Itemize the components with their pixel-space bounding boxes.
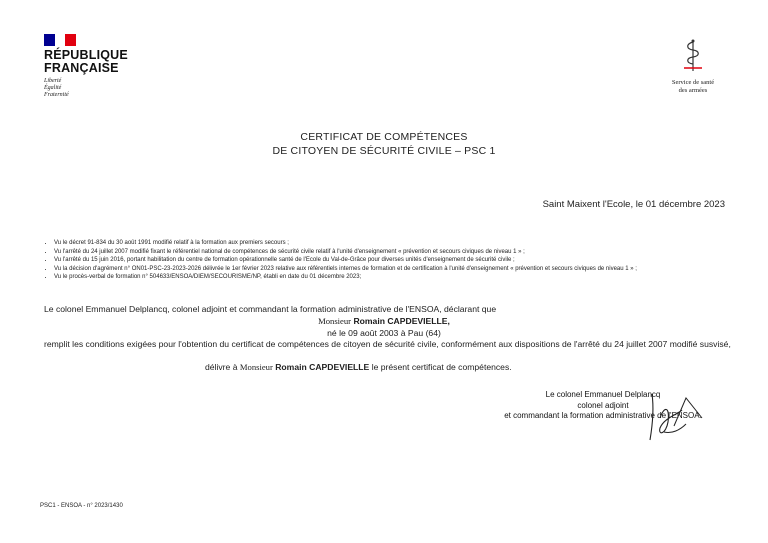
holder-name (0, 316, 768, 326)
republique-francaise-logo (44, 34, 128, 99)
reference-item: • Vu le procès-verbal de formation n° 504633/ENSOA/DIEM/SECOURISME/NP, établi en date du 01 décembre 2023; (54, 273, 754, 282)
republic-name-line2: FRANÇAISE (44, 61, 119, 75)
signatory-command: et commandant la formation administrative de l'ENSOA. (504, 411, 702, 420)
signatory-name: Le colonel Emmanuel Delplancq (545, 390, 661, 399)
reference-item: • Vu le décret 91-834 du 30 août 1991 modifié relatif à la formation aux premiers secours ; (54, 239, 754, 248)
place-date: Saint Maixent l'Ecole, le 01 décembre 2023 (542, 199, 725, 210)
delivery-prefix: délivre à (205, 362, 238, 372)
holder-full-name: Romain CAPDEVIELLE, (353, 316, 450, 326)
delivery-suffix: le présent certificat de compétences. (371, 362, 512, 372)
french-flag-icon (44, 34, 76, 46)
service-name-line2: des armées (678, 87, 708, 94)
certificate-title (0, 130, 768, 158)
reference-item: • Vu l'arrêté du 24 juillet 2007 modifié fixant le référentiel national de compétences de sécurité civile relatif à l'unité d'enseignement « prévention et secours civiques de niveau 1 » ; (54, 248, 754, 257)
holder-birth: né le 09 août 2003 à Pau (64) (327, 328, 441, 338)
service-sante-armees-logo (658, 38, 728, 95)
service-name-line1: Service de santé (671, 79, 715, 86)
conditions-text: remplit les conditions exigées pour l'obtention du certificat de compétences de citoyen de sécurité civile, conformément aux dispositions de l'arrêté du 24 juillet 2007 modifié susvisé, (44, 339, 731, 349)
republic-name (44, 49, 128, 75)
motto-egalite: Égalité (44, 85, 62, 91)
delivery-text (205, 362, 512, 372)
reference-item: • Vu la décision d'agrément n° ON01-PSC-23-2023-2026 délivrée le 1er février 2023 relative aux référentiels internes de formation et de certification à l'unité d'enseignement « prévention et secours civiques de niveau 1 » ; (54, 265, 754, 274)
republic-motto (44, 78, 128, 99)
holder-title: Monsieur (318, 316, 352, 326)
declaration-text: Le colonel Emmanuel Delplancq, colonel adjoint et commandant la formation administrative de l'ENSOA, déclarant que (44, 304, 497, 314)
reference-item: • Vu l'arrêté du 15 juin 2016, portant habilitation du centre de formation opérationnelle santé de l'Ecole du Val-de-Grâce pour diverses unités d'enseignement de sécurité civile ; (54, 256, 754, 265)
delivery-name: Romain CAPDEVIELLE (275, 362, 370, 372)
legal-references (40, 239, 754, 282)
republic-name-line1: RÉPUBLIQUE (44, 48, 128, 62)
signatory-role: colonel adjoint (577, 400, 629, 410)
title-line2: DE CITOYEN DE SÉCURITÉ CIVILE – PSC 1 (272, 145, 496, 157)
caduceus-icon (680, 38, 706, 72)
delivery-title: Monsieur (239, 362, 273, 372)
title-line1: CERTIFICAT DE COMPÉTENCES (300, 131, 468, 143)
motto-liberte: Liberté (44, 78, 62, 84)
motto-fraternite: Fraternité (44, 92, 69, 98)
handwritten-signature-icon (630, 388, 710, 448)
certificate-number: PSC1 - ENSOA - n° 2023/1430 (40, 503, 123, 509)
